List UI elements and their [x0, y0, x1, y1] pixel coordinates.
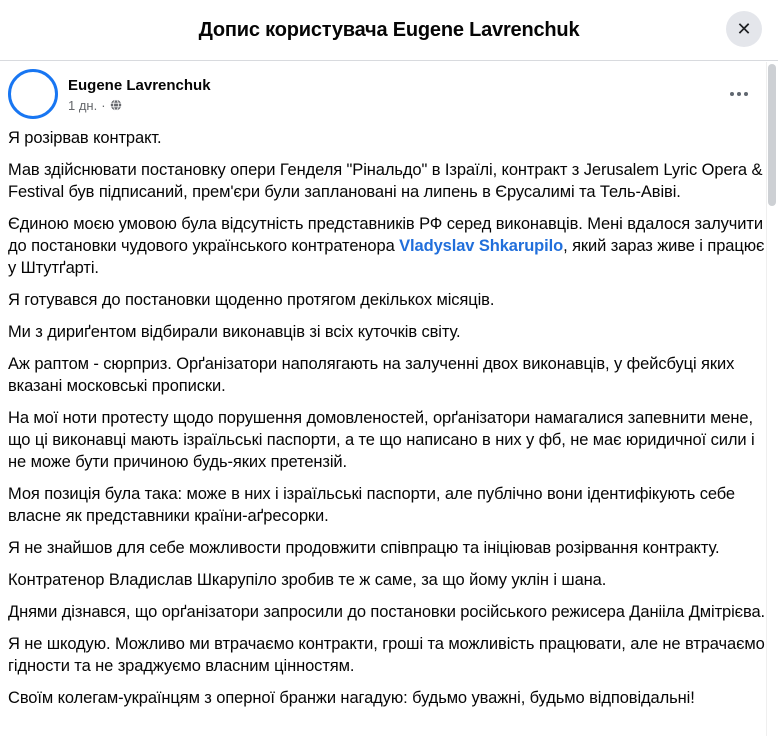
post-timestamp[interactable]: 1 дн. [68, 97, 98, 113]
mention-link[interactable]: Vladyslav Shkarupilo [399, 237, 564, 255]
post-text [0, 119, 778, 709]
post-text-segment: , який зараз живе і працює у Штутґарті. [8, 237, 765, 277]
post-text-segment: Днями дізнався, що орґанізатори запросили до постановки російського режисера Данііла Дмітрієва. [8, 603, 766, 621]
three-dots-icon [730, 92, 734, 96]
meta-separator: · [101, 97, 106, 113]
post-text-segment: Моя позиція була така: може в них і ізраїльські паспорти, але публічно вони ідентифікують себе власне як представники країни-аґресорки. [8, 485, 736, 525]
author-name-link[interactable]: Eugene Lavrenchuk [68, 77, 211, 95]
dialog-header [0, 0, 778, 61]
globe-icon [110, 99, 122, 111]
post-text-segment: Єдиною моєю умовою була відсутність представників РФ серед виконавців. Мені вдалося залучити до постановки чудового українського контратенора [8, 215, 763, 255]
post-text-segment: Ми з дириґентом відбирали виконавців зі всіх куточків світу. [8, 323, 461, 341]
scrollbar-thumb[interactable] [768, 64, 776, 206]
post-header [0, 61, 778, 119]
more-options-button[interactable] [722, 84, 756, 104]
post-paragraph [8, 407, 768, 473]
post-paragraph [8, 569, 768, 591]
post-paragraph [8, 537, 768, 559]
post-meta [68, 99, 211, 112]
post-text-segment: Я не шкодую. Можливо ми втрачаємо контракти, гроші та можливість працювати, але не втрачаємо гідности та не зраджуємо власним цінностям. [8, 635, 765, 675]
close-icon: ✕ [736, 18, 752, 39]
author-block [68, 76, 211, 112]
post-text-segment: Я розірвав контракт. [8, 129, 162, 147]
post-paragraph [8, 483, 768, 527]
post-paragraph [8, 321, 768, 343]
post-paragraph [8, 159, 768, 203]
post-paragraph [8, 213, 768, 279]
dialog-title: Допис користувача Eugene Lavrenchuk [198, 18, 580, 41]
post-paragraph [8, 633, 768, 677]
avatar[interactable] [8, 69, 58, 119]
post-text-segment: Своїм колегам-українцям з оперної бранжи нагадую: будьмо уважні, будьмо відповідальні! [8, 689, 695, 707]
post-text-segment: На мої ноти протесту щодо порушення домовленостей, орґанізатори намагалися запевнити мене, що ці виконавці мають ізраїльські паспорти, а те що написано в них у фб, не має юридичної сили і не може бути причиною будь-яких претензій. [8, 409, 755, 471]
post-text-segment: Аж раптом - сюрприз. Орґанізатори наполягають на залученні двох виконавців, у фейсбуці яких вказані московські прописки. [8, 355, 735, 395]
post-paragraph [8, 687, 768, 709]
post-paragraph [8, 601, 768, 623]
post-paragraph [8, 289, 768, 311]
post-text-segment: Я готувався до постановки щоденно протягом декількох місяців. [8, 291, 495, 309]
post-paragraph [8, 353, 768, 397]
post-paragraph [8, 127, 768, 149]
post-text-segment: Я не знайшов для себе можливости продовжити співпрацю та ініціював розірвання контракту. [8, 539, 720, 557]
post-text-segment: Мав здійснювати постановку опери Генделя "Рінальдо" в Ізраїлі, контракт з Jerusalem Lyric Opera & Festival був підписаний, прем'єри були заплановані на липень в Єрусалимі та Тель-Авіві. [8, 161, 763, 201]
scrollbar-track[interactable] [766, 62, 778, 736]
post-text-segment: Контратенор Владислав Шкарупіло зробив те ж саме, за що йому уклін і шана. [8, 571, 607, 589]
close-button[interactable] [726, 11, 762, 47]
